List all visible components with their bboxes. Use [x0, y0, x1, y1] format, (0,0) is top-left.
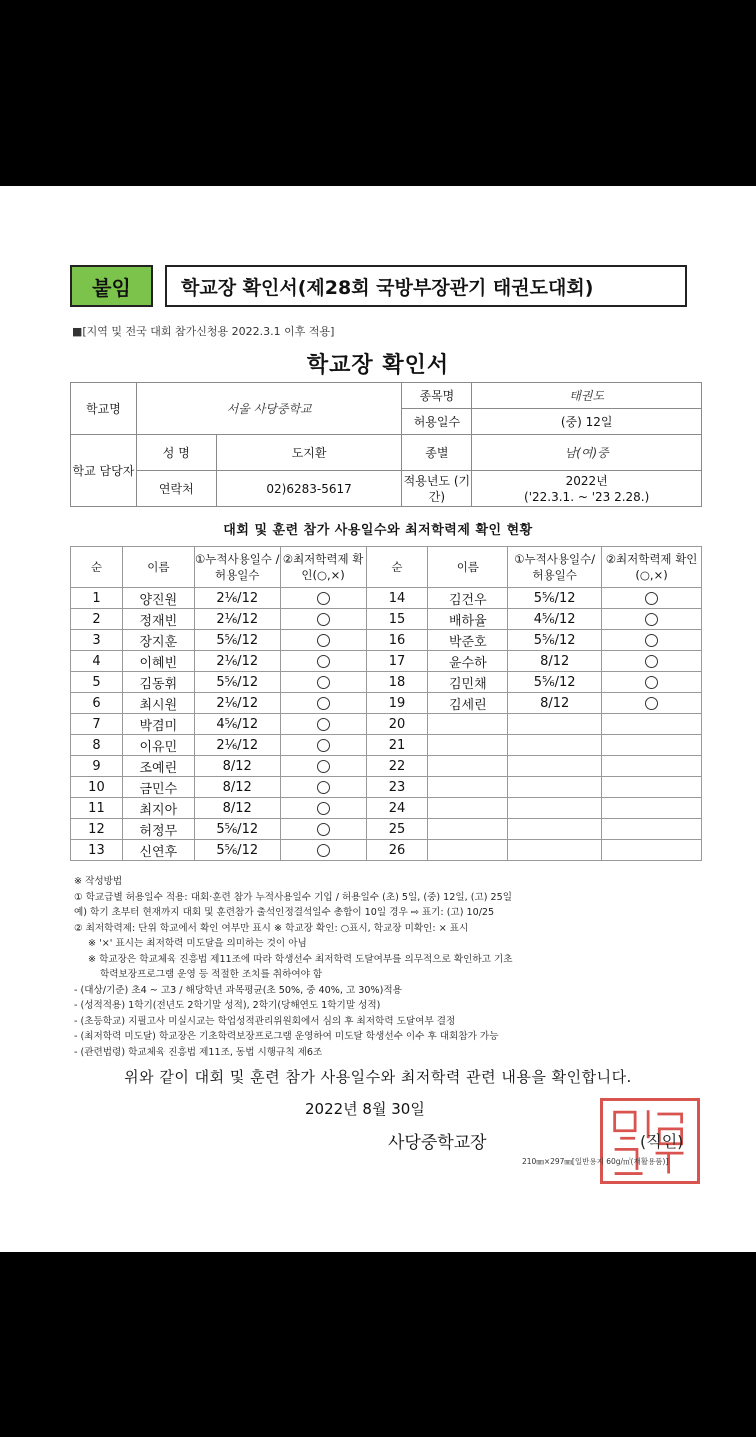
cell-days	[508, 840, 602, 861]
cell-no: 1	[71, 588, 123, 609]
cell-name: 박겸미	[122, 714, 194, 735]
cell-name	[428, 756, 508, 777]
cell-check	[280, 693, 366, 714]
instruction-line: - (초등학교) 지필고사 미실시교는 학업성적관리위원회에서 심의 후 최저학력 도달여부 결정	[74, 1015, 456, 1027]
instruction-line: - (성적적용) 1학기(전년도 2학기말 성적), 2학기(당해연도 1학기말 성적)	[74, 1000, 381, 1011]
contact-label: 연락처	[136, 471, 216, 507]
name-label: 성 명	[136, 435, 216, 471]
instruction-line: ※ 작성방법	[74, 876, 123, 887]
cell-days: 8/12	[194, 756, 280, 777]
cell-no: 20	[366, 714, 428, 735]
cell-check	[602, 693, 702, 714]
instruction-line: ① 학교급별 허용일수 적용: 대회·훈련 참가 누적사용일수 기입 / 허용일수 (초) 5일, (중) 12일, (고) 25일	[74, 891, 513, 903]
check-circle-icon	[645, 676, 658, 689]
check-circle-icon	[645, 655, 658, 668]
cell-days: 4⅚/12	[508, 609, 602, 630]
cell-check	[602, 798, 702, 819]
check-circle-icon	[317, 760, 330, 773]
year-label: 적용년도 (기간)	[402, 471, 472, 507]
signing-date: 2022년 8월 30일	[305, 1100, 425, 1118]
cell-name: 윤수하	[428, 651, 508, 672]
document-page	[0, 186, 756, 1252]
cell-no: 4	[71, 651, 123, 672]
header-no: 순	[366, 547, 428, 588]
attachment-badge: 붙임	[70, 265, 153, 307]
cell-check	[602, 819, 702, 840]
check-circle-icon	[645, 613, 658, 626]
cell-days	[508, 714, 602, 735]
cell-check	[602, 672, 702, 693]
cell-name: 이유민	[122, 735, 194, 756]
cell-name: 조예린	[122, 756, 194, 777]
table-row	[71, 651, 702, 672]
cell-check	[602, 714, 702, 735]
check-circle-icon	[317, 781, 330, 794]
cell-days: 5⅚/12	[508, 630, 602, 651]
cell-check	[602, 777, 702, 798]
cell-name: 배하율	[428, 609, 508, 630]
table-row	[71, 714, 702, 735]
table-row	[71, 798, 702, 819]
contact-value: 02)6283-5617	[216, 471, 402, 507]
cell-name: 박준호	[428, 630, 508, 651]
table-row	[71, 819, 702, 840]
check-circle-icon	[317, 634, 330, 647]
check-circle-icon	[317, 844, 330, 857]
cell-days	[508, 798, 602, 819]
cell-check	[280, 777, 366, 798]
instruction-line: 학력보장프로그램 운영 등 적절한 조치를 취하여야 함	[100, 969, 323, 980]
cell-check	[602, 735, 702, 756]
school-info-table	[70, 382, 702, 507]
cell-name: 김세린	[428, 693, 508, 714]
cell-check	[280, 819, 366, 840]
cell-check	[280, 672, 366, 693]
page-title: 학교장 확인서	[306, 353, 450, 378]
header-name: 이름	[428, 547, 508, 588]
cell-no: 22	[366, 756, 428, 777]
cell-name: 금민수	[122, 777, 194, 798]
cell-name: 김건우	[428, 588, 508, 609]
table-row	[71, 609, 702, 630]
cell-name	[428, 714, 508, 735]
writing-instructions	[74, 874, 714, 1060]
cell-no: 24	[366, 798, 428, 819]
cell-days: 5⅚/12	[508, 588, 602, 609]
name-value: 도지환	[216, 435, 402, 471]
check-circle-icon	[317, 697, 330, 710]
event-value: 태권도	[472, 383, 702, 409]
cell-check	[280, 651, 366, 672]
cell-no: 6	[71, 693, 123, 714]
check-circle-icon	[645, 697, 658, 710]
check-circle-icon	[645, 592, 658, 605]
table-row	[71, 756, 702, 777]
cell-days: 5⅚/12	[194, 819, 280, 840]
section-title: 대회 및 훈련 참가 사용일수와 최저학력제 확인 현황	[223, 523, 533, 538]
cell-check	[602, 588, 702, 609]
cell-name	[428, 735, 508, 756]
cell-no: 25	[366, 819, 428, 840]
cell-check	[280, 609, 366, 630]
cell-no: 10	[71, 777, 123, 798]
cell-days: 8/12	[508, 693, 602, 714]
cell-days: 2⅙/12	[194, 588, 280, 609]
principal-title: 사당중학교장	[388, 1133, 487, 1153]
header-days: ①누적사용일수 /허용일수	[194, 547, 280, 588]
instruction-line: - (최저학력 미도달) 학교장은 기초학력보장프로그램 운영하여 미도달 학생선수 이수 후 대회참가 가능	[74, 1031, 499, 1042]
check-circle-icon	[317, 613, 330, 626]
cell-check	[280, 714, 366, 735]
paper-spec: 210㎜×297㎜[일반용지 60g/㎡(재활용품)]	[522, 1157, 669, 1166]
cell-name	[428, 798, 508, 819]
table-row	[71, 735, 702, 756]
cell-days	[508, 735, 602, 756]
cell-no: 2	[71, 609, 123, 630]
cell-no: 15	[366, 609, 428, 630]
cell-days	[508, 777, 602, 798]
cell-check	[280, 840, 366, 861]
cell-days: 2⅙/12	[194, 693, 280, 714]
cell-no: 26	[366, 840, 428, 861]
cell-check	[280, 756, 366, 777]
cell-name: 최시원	[122, 693, 194, 714]
applicability-note: ■[지역 및 전국 대회 참가신청용 2022.3.1 이후 적용]	[72, 325, 335, 338]
cell-no: 11	[71, 798, 123, 819]
cell-no: 18	[366, 672, 428, 693]
cell-no: 13	[71, 840, 123, 861]
gender-value: 남(여)중	[472, 435, 702, 471]
period-value: ('22.3.1. ~ '23 2.28.)	[524, 489, 650, 504]
cell-days	[508, 819, 602, 840]
check-circle-icon	[317, 718, 330, 731]
header-check: ②최저학력제 확인(○,×)	[280, 547, 366, 588]
cell-name: 정재빈	[122, 609, 194, 630]
teacher-label: 학교 담당자	[71, 435, 137, 507]
cell-name: 김동휘	[122, 672, 194, 693]
cell-name	[428, 777, 508, 798]
table-row	[71, 672, 702, 693]
check-circle-icon	[645, 634, 658, 647]
cell-no: 7	[71, 714, 123, 735]
cell-name: 양진원	[122, 588, 194, 609]
table-row	[71, 588, 702, 609]
instruction-line: - (대상/기준) 초4 ~ 고3 / 해당학년 과목평균(초 50%, 중 40%, 고 30%)적용	[74, 984, 402, 996]
check-circle-icon	[317, 655, 330, 668]
cell-check	[280, 735, 366, 756]
check-circle-icon	[317, 802, 330, 815]
cell-name: 허정무	[122, 819, 194, 840]
instruction-line: ※ '×' 표시는 최저학력 미도달을 의미하는 것이 아님	[88, 938, 307, 949]
cell-check	[602, 609, 702, 630]
instruction-line: - (관련법령) 학교체육 진흥법 제11조, 동법 시행규칙 제6조	[74, 1046, 323, 1058]
table-row	[71, 777, 702, 798]
cell-name	[428, 840, 508, 861]
cell-days: 4⅚/12	[194, 714, 280, 735]
cell-no: 3	[71, 630, 123, 651]
cell-check	[280, 798, 366, 819]
cell-no: 8	[71, 735, 123, 756]
cell-name	[428, 819, 508, 840]
instruction-line: ※ 학교장은 학교체육 진흥법 제11조에 따라 학생선수 최저학력 도달여부를 의무적으로 확인하고 기초	[88, 953, 513, 965]
school-value: 서울 사당중학교	[136, 383, 402, 435]
cell-check	[280, 630, 366, 651]
cell-days: 8/12	[194, 798, 280, 819]
school-label: 학교명	[71, 383, 137, 435]
cell-name: 장지훈	[122, 630, 194, 651]
check-circle-icon	[317, 676, 330, 689]
check-circle-icon	[317, 823, 330, 836]
event-label: 종목명	[402, 383, 472, 409]
cell-check	[602, 630, 702, 651]
check-circle-icon	[317, 739, 330, 752]
cell-name: 김민채	[428, 672, 508, 693]
cell-no: 23	[366, 777, 428, 798]
cell-check	[280, 588, 366, 609]
cell-days: 2⅙/12	[194, 735, 280, 756]
allowed-days-value: (중) 12일	[472, 409, 702, 435]
year-value: 2022년	[565, 473, 608, 488]
gender-label: 종별	[402, 435, 472, 471]
table-row	[71, 630, 702, 651]
roster-table	[70, 546, 702, 861]
cell-days: 5⅚/12	[508, 672, 602, 693]
cell-no: 9	[71, 756, 123, 777]
cell-days: 8/12	[508, 651, 602, 672]
seal-label: (직인)	[640, 1132, 684, 1151]
cell-no: 17	[366, 651, 428, 672]
cell-days: 8/12	[194, 777, 280, 798]
cell-check	[602, 756, 702, 777]
instruction-line: ② 최저학력제: 단위 학교에서 확인 여부만 표시 ※ 학교장 확인: ○표시, 학교장 미확인: × 표시	[74, 922, 469, 934]
cell-days: 2⅙/12	[194, 609, 280, 630]
cell-days: 5⅚/12	[194, 840, 280, 861]
table-row	[71, 840, 702, 861]
header-name: 이름	[122, 547, 194, 588]
cell-days: 5⅚/12	[194, 630, 280, 651]
year-cell	[472, 471, 702, 507]
cell-no: 14	[366, 588, 428, 609]
document-header-title: 학교장 확인서(제28회 국방부장관기 태권도대회)	[165, 265, 687, 307]
cell-no: 21	[366, 735, 428, 756]
instruction-line: 예) 학기 초부터 현재까지 대회 및 훈련참가 출석인정결석일수 총합이 10일 경우 ⇨ 표기: (고) 10/25	[74, 907, 495, 918]
header-no: 순	[71, 547, 123, 588]
header-check: ②최저학력제 확인(○,×)	[602, 547, 702, 588]
roster-body	[71, 588, 702, 861]
cell-name: 이혜빈	[122, 651, 194, 672]
cell-name: 신연후	[122, 840, 194, 861]
header-days: ①누적사용일수/ 허용일수	[508, 547, 602, 588]
confirmation-statement: 위와 같이 대회 및 훈련 참가 사용일수와 최저학력 관련 내용을 확인합니다.	[124, 1068, 632, 1086]
check-circle-icon	[317, 592, 330, 605]
cell-days: 5⅚/12	[194, 672, 280, 693]
cell-check	[602, 651, 702, 672]
cell-no: 19	[366, 693, 428, 714]
cell-check	[602, 840, 702, 861]
cell-no: 16	[366, 630, 428, 651]
table-row	[71, 693, 702, 714]
cell-no: 5	[71, 672, 123, 693]
cell-days: 2⅙/12	[194, 651, 280, 672]
cell-name: 최지아	[122, 798, 194, 819]
cell-days	[508, 756, 602, 777]
cell-no: 12	[71, 819, 123, 840]
allowed-days-label: 허용일수	[402, 409, 472, 435]
